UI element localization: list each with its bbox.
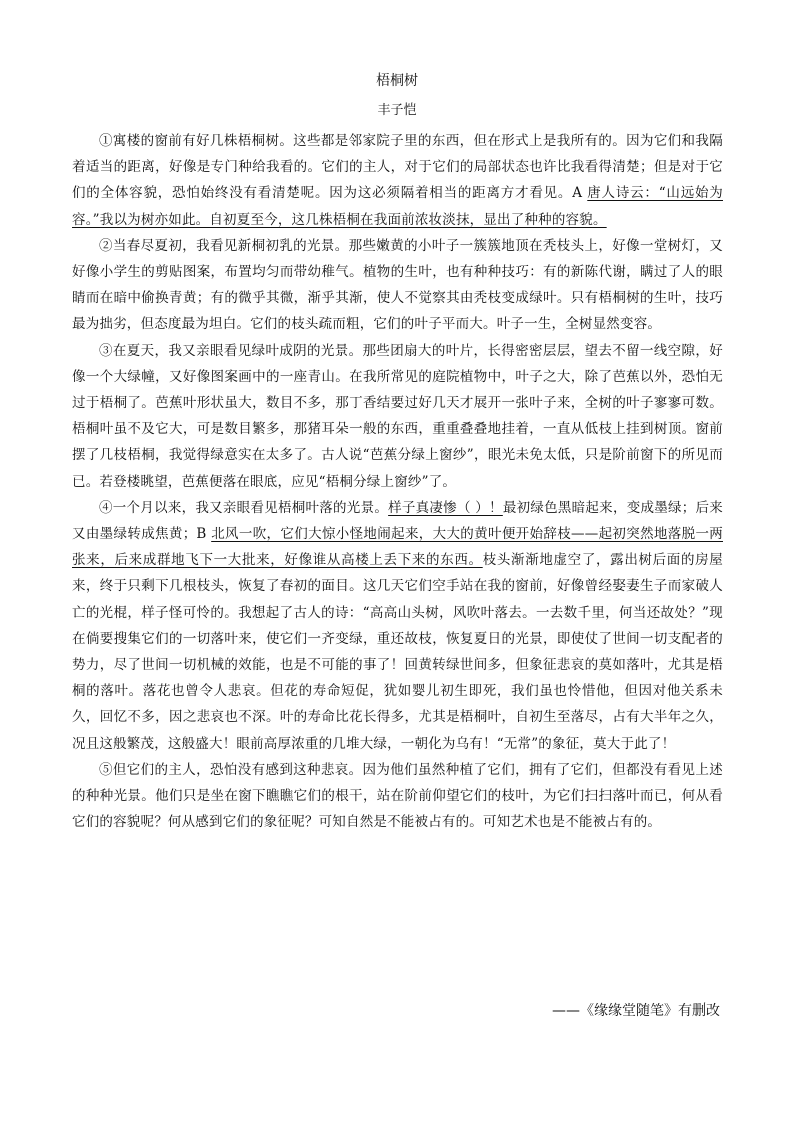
underlined-blank-phrase: 样子真凄惨（ ）！: [388, 499, 503, 516]
article-author: 丰子恺: [377, 103, 417, 118]
article-title: 梧桐树: [376, 73, 418, 89]
source-citation: ——《缘缘堂随笔》有删改: [552, 1003, 720, 1019]
paragraph-4: [72, 495, 723, 757]
underlined-sentence-b: 北风一吹，它们大惊小怪地闹起来，大大的黄叶便开始辞枝——起初突然地落脱一两张来，后来成群地飞下一大批来，好像谁从高楼上丢下来的东西。: [72, 526, 723, 569]
paragraph-4-lead: ④一个月以来，我又亲眼看见梧桐叶落的光景。: [99, 499, 389, 516]
article-body: [72, 128, 723, 835]
paragraph-5: ⑤但它们的主人，恐怕没有感到这种悲哀。因为他们虽然种植了它们，拥有了它们，但都没有看见上述的种种光景。他们只是坐在窗下瞧瞧它们的根干，站在阶前仰望它们的枝叶，为它们扫扫落叶而已，何从看它们的容貌呢？何从感到它们的象征呢？可知自然是不能被占有的。可知艺术也是不能被占有的。: [72, 761, 723, 831]
paragraph-1-text: ①寓楼的窗前有好几株梧桐树。这些都是邻家院子里的东西，但在形式上是我所有的。因为它们和我隔着适当的距离，好像是专门种给我看的。它们的主人，对于它们的局部状态也许比我看得清楚；但是对于它们的全体容貌，恐怕始终没有看清楚呢。因为这必须隔着相当的距离方才看见。A: [72, 133, 723, 202]
paragraph-4-mid: 最初绿色黑暗起来，变成墨绿；后来又由墨绿转成焦黄；B: [72, 499, 724, 543]
paragraph-2: ②当春尽夏初，我看见新桐初乳的光景。那些嫩黄的小叶子一簇簇地顶在秃枝头上，好像一堂树灯，又好像小学生的剪贴图案，布置均匀而带幼稚气。植物的生叶，也有种种技巧：有的新陈代谢，瞒过了人的眼睛而在暗中偷换青黄；有的微乎其微，渐乎其渐，使人不觉察其由秃枝变成绿叶。只有梧桐树的生叶，技巧最为拙劣，但态度最为坦白。它们的枝头疏而粗，它们的叶子平而大。叶子一生，全树显然变容。: [72, 237, 723, 333]
paragraph-1: [72, 128, 723, 233]
underlined-sentence-a: 唐人诗云：“山远始为容。”我以为树亦如此。自初夏至今，这几株梧桐在我面前浓妆淡抹，显出了种种的容貌。: [72, 185, 723, 228]
paragraph-3: ③在夏天，我又亲眼看见绿叶成阴的光景。那些团扇大的叶片，长得密密层层，望去不留一线空隙，好像一个大绿幢，又好像图案画中的一座青山。在我所常见的庭院植物中，叶子之大，除了芭蕉以外，恐怕无过于梧桐了。芭蕉叶形状虽大，数目不多，那丁香结要过好几天才展开一张叶子来，全树的叶子寥寥可数。梧桐叶虽不及它大，可是数目繁多，那猪耳朵一般的东西，重重叠叠地挂着，一直从低枝上挂到树顶。窗前摆了几枝梧桐，我觉得绿意实在太多了。古人说“芭蕉分绿上窗纱”，眼光未免太低，只是阶前窗下的所见而已。若登楼眺望，芭蕉便落在眼底，应见“梧桐分绿上窗纱”了。: [72, 342, 723, 490]
paragraph-4-rest: 枝头渐渐地虚空了，露出树后面的房屋来，终于只剩下几根枝头，恢复了春初的面目。这几天它们空手站在我的窗前，好像曾经娶妻生子而家破人亡的光棍，样子怪可怜的。我想起了古人的诗：“高高山头树，风吹叶落去。一去数千里，何当还故处？”现在倘要搜集它们的一切落叶来，使它们一齐变绿，重还故枝，恢复夏日的光景，即使仗了世间一切支配者的势力，尽了世间一切机械的效能，也是不可能的事了！回黄转绿世间多，但象征悲哀的莫如落叶，尤其是梧桐的落叶。落花也曾令人悲哀。但花的寿命短促，犹如婴儿初生即死，我们虽也怜惜他，但因对他关系未久，回忆不多，因之悲哀也不深。叶的寿命比花长得多，尤其是梧桐叶，自初生至落尽，占有大半年之久，况且这般繁茂，这般盛大！眼前高厚浓重的几堆大绿，一朝化为乌有！“无常”的象征，莫大于此了！: [72, 552, 723, 752]
